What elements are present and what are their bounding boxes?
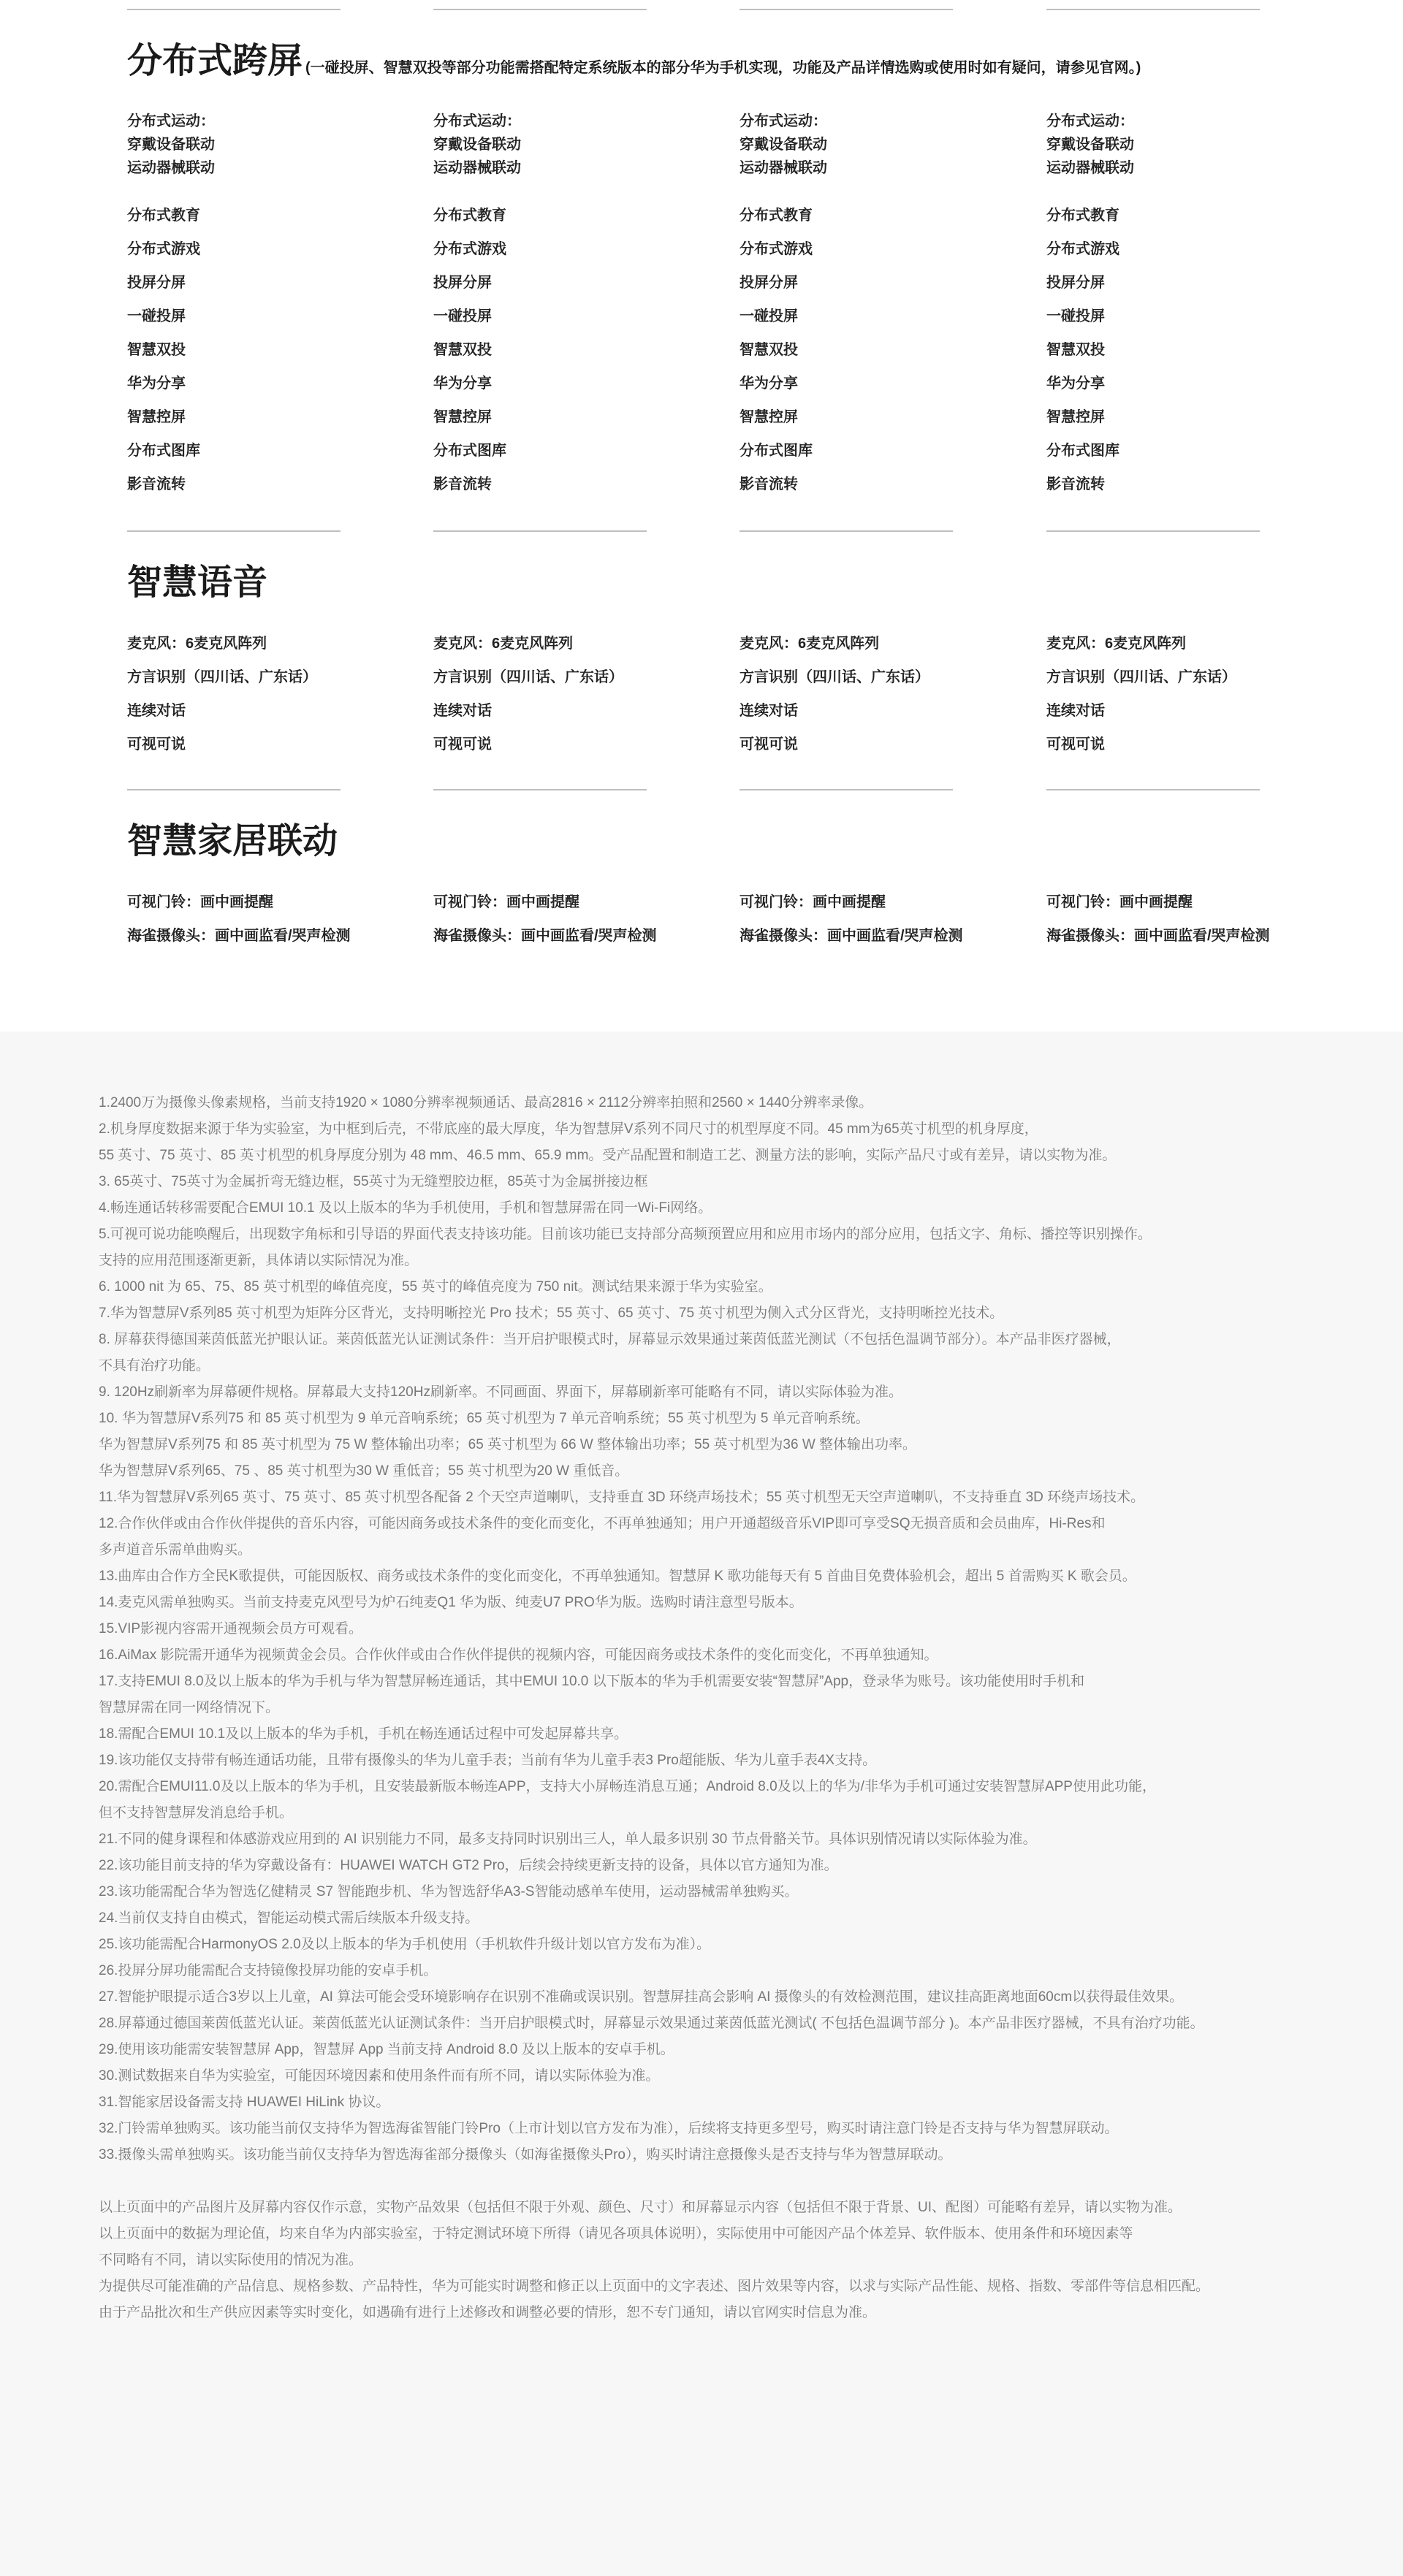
spec-item: 方言识别（四川话、广东话） bbox=[739, 669, 929, 685]
spec-item: 投屏分屏 bbox=[1046, 275, 1105, 291]
distributed-sport-block bbox=[433, 110, 726, 180]
footnote: 10. 华为智慧屏V系列75 和 85 英寸机型为 9 单元音响系统；65 英寸机型为 7 单元音响系统；55 英寸机型为 5 单元音响系统。 bbox=[99, 1411, 870, 1426]
footnote: 华为智慧屏V系列75 和 85 英寸机型为 75 W 整体输出功率；65 英寸机型为 66 W 整体输出功率；55 英寸机型为36 W 整体输出功率。 bbox=[99, 1437, 917, 1452]
spec-item: 一碰投屏 bbox=[1046, 308, 1105, 324]
footnote: 30.测试数据来自华为实验室，可能因环境因素和使用条件而有所不同，请以实际体验为准。 bbox=[99, 2068, 660, 2084]
divider bbox=[1046, 530, 1260, 532]
spec-item: 海雀摄像头：画中画监看/哭声检测 bbox=[739, 928, 963, 944]
spec-item: 华为分享 bbox=[127, 376, 186, 392]
footnote: 6. 1000 nit 为 65、75、85 英寸机型的峰值亮度，55 英寸的峰值亮度为 750 nit。测试结果来源于华为实验室。 bbox=[99, 1279, 772, 1295]
spec-item: 方言识别（四川话、广东话） bbox=[1046, 669, 1236, 685]
spec-item: 分布式游戏 bbox=[127, 241, 200, 257]
spec-item: 可视门铃：画中画提醒 bbox=[433, 894, 579, 910]
footnote: 14.麦克风需单独购买。当前支持麦克风型号为炉石纯麦Q1 华为版、纯麦U7 PRO华为版。选购时请注意型号版本。 bbox=[99, 1595, 803, 1610]
spec-item: 分布式教育 bbox=[127, 207, 200, 224]
footnote: 11.华为智慧屏V系列65 英寸、75 英寸、85 英寸机型各配备 2 个天空声道喇叭，支持垂直 3D 环绕声场技术；55 英寸机型无天空声道喇叭，不支持垂直 3D 环绕声场技术。 bbox=[99, 1490, 1145, 1505]
spec-item: 投屏分屏 bbox=[739, 275, 798, 291]
footnote: 23.该功能需配合华为智选亿健精灵 S7 智能跑步机、华为智选舒华A3-S智能动感单车使用，运动器械需单独购买。 bbox=[99, 1884, 799, 1899]
footnote: 55 英寸、75 英寸、85 英寸机型的机身厚度分别为 48 mm、46.5 mm、65.9 mm。受产品配置和制造工艺、测量方法的影响，实际产品尺寸或有差异，请以实物为准。 bbox=[99, 1148, 1117, 1163]
section-title-note: (一碰投屏、智慧双投等部分功能需搭配特定系统版本的部分华为手机实现，功能及产品详情选购或使用时如有疑问，请参见官网。) bbox=[305, 60, 1141, 76]
footnotes-list bbox=[99, 1090, 1356, 2326]
footnote: 8. 屏幕获得德国莱茵低蓝光护眼认证。莱茵低蓝光认证测试条件：当开启护眼模式时，屏幕显示效果通过莱茵低蓝光测试（不包括色温调节部分）。本产品非医疗器械， bbox=[99, 1332, 1121, 1347]
spec-item: 分布式游戏 bbox=[433, 241, 506, 257]
spec-item: 智慧控屏 bbox=[739, 409, 798, 425]
spec-item: 麦克风：6麦克风阵列 bbox=[1046, 636, 1187, 652]
spec-item: 连续对话 bbox=[739, 703, 798, 719]
footnote: 13.曲库由合作方全民K歌提供，可能因版权、商务或技术条件的变化而变化，不再单独通知。智慧屏 K 歌功能每天有 5 首曲目免费体验机会，超出 5 首需购买 K 歌会员。 bbox=[99, 1569, 1136, 1584]
spec-item: 分布式运动： bbox=[1046, 113, 1134, 129]
spec-item: 华为分享 bbox=[739, 376, 798, 392]
section-title: 智慧语音 bbox=[127, 563, 268, 602]
spec-column bbox=[739, 110, 1032, 492]
section-title: 智慧家居联动 bbox=[127, 822, 338, 861]
spec-item: 穿戴设备联动 bbox=[1046, 137, 1134, 153]
spec-column bbox=[127, 110, 419, 492]
spec-item: 运动器械联动 bbox=[433, 160, 521, 176]
footnote: 不具有治疗功能。 bbox=[99, 1358, 210, 1373]
spec-item: 一碰投屏 bbox=[127, 308, 186, 324]
spec-item: 连续对话 bbox=[1046, 703, 1105, 719]
footnote: 9. 120Hz刷新率为屏幕硬件规格。屏幕最大支持120Hz刷新率。不同画面、界面下，屏幕刷新率可能略有不同，请以实际体验为准。 bbox=[99, 1384, 902, 1400]
disclaimer-line: 为提供尽可能准确的产品信息、规格参数、产品特性，华为可能实时调整和修正以上页面中的文字表述、图片效果等内容，以求与实际产品性能、规格、指数、零部件等信息相匹配。 bbox=[99, 2279, 1210, 2294]
spec-item: 连续对话 bbox=[433, 703, 492, 719]
footnote: 12.合作伙伴或由合作伙伴提供的音乐内容，可能因商务或技术条件的变化而变化，不再单独通知；用户开通超级音乐VIP即可享受SQ无损音质和会员曲库，Hi-Res和 bbox=[99, 1516, 1106, 1531]
spec-item: 麦克风：6麦克风阵列 bbox=[127, 636, 267, 652]
disclaimer-line: 由于产品批次和生产供应因素等实时变化，如遇确有进行上述修改和调整必要的情形，恕不专门通知，请以官网实时信息为准。 bbox=[99, 2305, 877, 2320]
footnote: 华为智慧屏V系列65、75 、85 英寸机型为30 W 重低音；55 英寸机型为20 W 重低音。 bbox=[99, 1463, 629, 1479]
disclaimer-line: 以上页面中的产品图片及屏幕内容仅作示意，实物产品效果（包括但不限于外观、颜色、尺寸）和屏幕显示内容（包括但不限于背景、UI、配图）可能略有差异，请以实物为准。 bbox=[99, 2200, 1182, 2215]
spec-item: 分布式图库 bbox=[1046, 443, 1119, 459]
footnote: 31.智能家居设备需支持 HUAWEI HiLink 协议。 bbox=[99, 2095, 390, 2110]
spec-item: 分布式运动： bbox=[127, 113, 215, 129]
spec-item: 可视门铃：画中画提醒 bbox=[1046, 894, 1193, 910]
section-title-text: 分布式跨屏 bbox=[127, 42, 303, 80]
footnote: 28.屏幕通过德国莱茵低蓝光认证。莱茵低蓝光认证测试条件：当开启护眼模式时，屏幕显示效果通过莱茵低蓝光测试( 不包括色温调节部分 )。本产品非医疗器械，不具有治疗功能。 bbox=[99, 2016, 1204, 2031]
footnote: 32.门铃需单独购买。该功能当前仅支持华为智选海雀智能门铃Pro（上市计划以官方发布为准），后续将支持更多型号，购买时请注意门铃是否支持与华为智慧屏联动。 bbox=[99, 2121, 1119, 2136]
spec-item: 可视可说 bbox=[1046, 736, 1105, 752]
distributed-sport-block bbox=[127, 110, 419, 180]
footnote: 3. 65英寸、75英寸为金属折弯无缝边框，55英寸为无缝塑胶边框，85英寸为金属拼接边框 bbox=[99, 1174, 648, 1189]
disclaimer-line: 不同略有不同，请以实际使用的情况为准。 bbox=[99, 2252, 363, 2268]
footnote: 支持的应用范围逐渐更新，具体请以实际情况为准。 bbox=[99, 1253, 419, 1268]
spec-item: 可视门铃：画中画提醒 bbox=[127, 894, 273, 910]
divider bbox=[1046, 789, 1260, 790]
footnote: 7.华为智慧屏V系列85 英寸机型为矩阵分区背光，支持明晰控光 Pro 技术；55 英寸、65 英寸、75 英寸机型为侧入式分区背光，支持明晰控光技术。 bbox=[99, 1306, 1004, 1321]
spec-item: 影音流转 bbox=[127, 476, 186, 492]
spec-item: 智慧双投 bbox=[433, 342, 492, 358]
footnote: 21.不同的健身课程和体感游戏应用到的 AI 识别能力不同，最多支持同时识别出三人，单人最多识别 30 节点骨骼关节。具体识别情况请以实际体验为准。 bbox=[99, 1832, 1037, 1847]
footnote: 33.摄像头需单独购买。该功能当前仅支持华为智选海雀部分摄像头（如海雀摄像头Pro），购买时请注意摄像头是否支持与华为智慧屏联动。 bbox=[99, 2147, 952, 2162]
footnote: 4.畅连通话转移需要配合EMUI 10.1 及以上版本的华为手机使用，手机和智慧屏需在同一Wi-Fi网络。 bbox=[99, 1200, 712, 1216]
spec-column bbox=[433, 110, 726, 492]
spec-item: 分布式游戏 bbox=[739, 241, 813, 257]
spec-item: 可视门铃：画中画提醒 bbox=[739, 894, 886, 910]
spec-item: 影音流转 bbox=[433, 476, 492, 492]
spec-item: 麦克风：6麦克风阵列 bbox=[739, 636, 880, 652]
spec-item: 影音流转 bbox=[1046, 476, 1105, 492]
spec-item: 投屏分屏 bbox=[433, 275, 492, 291]
footnote: 5.可视可说功能唤醒后，出现数字角标和引导语的界面代表支持该功能。目前该功能已支持部分高频预置应用和应用市场内的部分应用，包括文字、角标、播控等识别操作。 bbox=[99, 1227, 1152, 1242]
distributed-sport-block bbox=[739, 110, 1032, 180]
divider bbox=[739, 9, 953, 10]
footnote: 智慧屏需在同一网络情况下。 bbox=[99, 1700, 280, 1715]
spec-item: 运动器械联动 bbox=[1046, 160, 1134, 176]
divider bbox=[1046, 9, 1260, 10]
divider bbox=[433, 789, 647, 790]
spec-item: 运动器械联动 bbox=[127, 160, 215, 176]
footnote: 26.投屏分屏功能需配合支持镜像投屏功能的安卓手机。 bbox=[99, 1963, 438, 1978]
footnote: 17.支持EMUI 8.0及以上版本的华为手机与华为智慧屏畅连通话，其中EMUI 10.0 以下版本的华为手机需要安装“智慧屏”App，登录华为账号。该功能使用时手机和 bbox=[99, 1674, 1085, 1689]
footnote: 1.2400万为摄像头像素规格，当前支持1920 × 1080分辨率视频通话、最高2816 × 2112分辨率拍照和2560 × 1440分辨率录像。 bbox=[99, 1095, 873, 1110]
spec-item: 分布式运动： bbox=[433, 113, 521, 129]
footnote: 18.需配合EMUI 10.1及以上版本的华为手机，手机在畅连通话过程中可发起屏幕共享。 bbox=[99, 1726, 628, 1742]
disclaimer-line: 以上页面中的数据为理论值，均来自华为内部实验室，于特定测试环境下所得（请见各项具体说明），实际使用中可能因产品个体差异、软件版本、使用条件和环境因素等 bbox=[99, 2226, 1133, 2241]
footnote: 多声道音乐需单曲购买。 bbox=[99, 1542, 252, 1558]
spec-item: 一碰投屏 bbox=[433, 308, 492, 324]
footnote: 2.机身厚度数据来源于华为实验室，为中框到后壳，不带底座的最大厚度，华为智慧屏V系列不同尺寸的机型厚度不同。45 mm为65英寸机型的机身厚度， bbox=[99, 1121, 1038, 1137]
spec-item: 一碰投屏 bbox=[739, 308, 798, 324]
spec-item: 智慧控屏 bbox=[433, 409, 492, 425]
spec-item: 投屏分屏 bbox=[127, 275, 186, 291]
spec-item: 穿戴设备联动 bbox=[739, 137, 827, 153]
disclaimer bbox=[99, 2195, 1356, 2326]
spec-item: 运动器械联动 bbox=[739, 160, 827, 176]
spec-item: 分布式图库 bbox=[433, 443, 506, 459]
spec-item: 分布式图库 bbox=[739, 443, 813, 459]
spec-item: 华为分享 bbox=[433, 376, 492, 392]
spec-item: 海雀摄像头：画中画监看/哭声检测 bbox=[127, 928, 351, 944]
spec-item: 影音流转 bbox=[739, 476, 798, 492]
spec-item: 麦克风：6麦克风阵列 bbox=[433, 636, 574, 652]
spec-item: 可视可说 bbox=[739, 736, 798, 752]
spec-item: 海雀摄像头：画中画监看/哭声检测 bbox=[433, 928, 657, 944]
spec-item: 可视可说 bbox=[433, 736, 492, 752]
spec-item: 智慧双投 bbox=[127, 342, 186, 358]
footnotes-area bbox=[0, 1032, 1403, 2576]
spec-item: 连续对话 bbox=[127, 703, 186, 719]
footnote: 25.该功能需配合HarmonyOS 2.0及以上版本的华为手机使用（手机软件升级计划以官方发布为准）。 bbox=[99, 1937, 711, 1952]
spec-item: 可视可说 bbox=[127, 736, 186, 752]
footnote: 27.智能护眼提示适合3岁以上儿童，AI 算法可能会受环境影响存在识别不准确或误识别。智慧屏挂高会影响 AI 摄像头的有效检测范围，建议挂高距离地面60cm以获得最佳效果。 bbox=[99, 1989, 1184, 2005]
spec-item: 方言识别（四川话、广东话） bbox=[127, 669, 317, 685]
spec-item: 分布式教育 bbox=[739, 207, 813, 224]
spec-item: 智慧控屏 bbox=[127, 409, 186, 425]
spec-item: 分布式图库 bbox=[127, 443, 200, 459]
footnote: 15.VIP影视内容需开通视频会员方可观看。 bbox=[99, 1621, 363, 1636]
divider bbox=[739, 530, 953, 532]
section-title bbox=[127, 32, 1141, 83]
spec-item: 分布式游戏 bbox=[1046, 241, 1119, 257]
spec-item: 华为分享 bbox=[1046, 376, 1105, 392]
top-divider-row bbox=[0, 0, 1403, 12]
spec-item: 智慧双投 bbox=[739, 342, 798, 358]
spec-item: 海雀摄像头：画中画监看/哭声检测 bbox=[1046, 928, 1270, 944]
spec-item: 分布式教育 bbox=[433, 207, 506, 224]
spec-column bbox=[1046, 110, 1339, 492]
spec-item: 穿戴设备联动 bbox=[433, 137, 521, 153]
distributed-sport-block bbox=[1046, 110, 1339, 180]
footnote: 但不支持智慧屏发消息给手机。 bbox=[99, 1805, 294, 1821]
footnote: 24.当前仅支持自由模式，智能运动模式需后续版本升级支持。 bbox=[99, 1910, 479, 1926]
spec-item: 分布式运动： bbox=[739, 113, 827, 129]
spec-item: 智慧双投 bbox=[1046, 342, 1105, 358]
divider bbox=[433, 530, 647, 532]
divider bbox=[739, 789, 953, 790]
spec-item: 分布式教育 bbox=[1046, 207, 1119, 224]
divider bbox=[127, 789, 341, 790]
footnote: 29.使用该功能需安装智慧屏 App，智慧屏 App 当前支持 Android 8.0 及以上版本的安卓手机。 bbox=[99, 2042, 674, 2057]
divider bbox=[433, 9, 647, 10]
footnote: 22.该功能目前支持的华为穿戴设备有：HUAWEI WATCH GT2 Pro，后续会持续更新支持的设备，具体以官方通知为准。 bbox=[99, 1858, 838, 1873]
spec-item: 方言识别（四川话、广东话） bbox=[433, 669, 623, 685]
footnote: 20.需配合EMUI11.0及以上版本的华为手机，且安装最新版本畅连APP，支持大小屏畅连消息互通；Android 8.0及以上的华为/非华为手机可通过安装智慧屏APP使用此功能， bbox=[99, 1779, 1156, 1794]
spec-item: 穿戴设备联动 bbox=[127, 137, 215, 153]
footnote: 16.AiMax 影院需开通华为视频黄金会员。合作伙伴或由合作伙伴提供的视频内容，可能因商务或技术条件的变化而变化，不再单独通知。 bbox=[99, 1647, 938, 1663]
divider bbox=[127, 9, 341, 10]
footnote: 19.该功能仅支持带有畅连通话功能，且带有摄像头的华为儿童手表；当前有华为儿童手表3 Pro超能版、华为儿童手表4X支持。 bbox=[99, 1753, 877, 1768]
spec-item: 智慧控屏 bbox=[1046, 409, 1105, 425]
divider bbox=[127, 530, 341, 532]
